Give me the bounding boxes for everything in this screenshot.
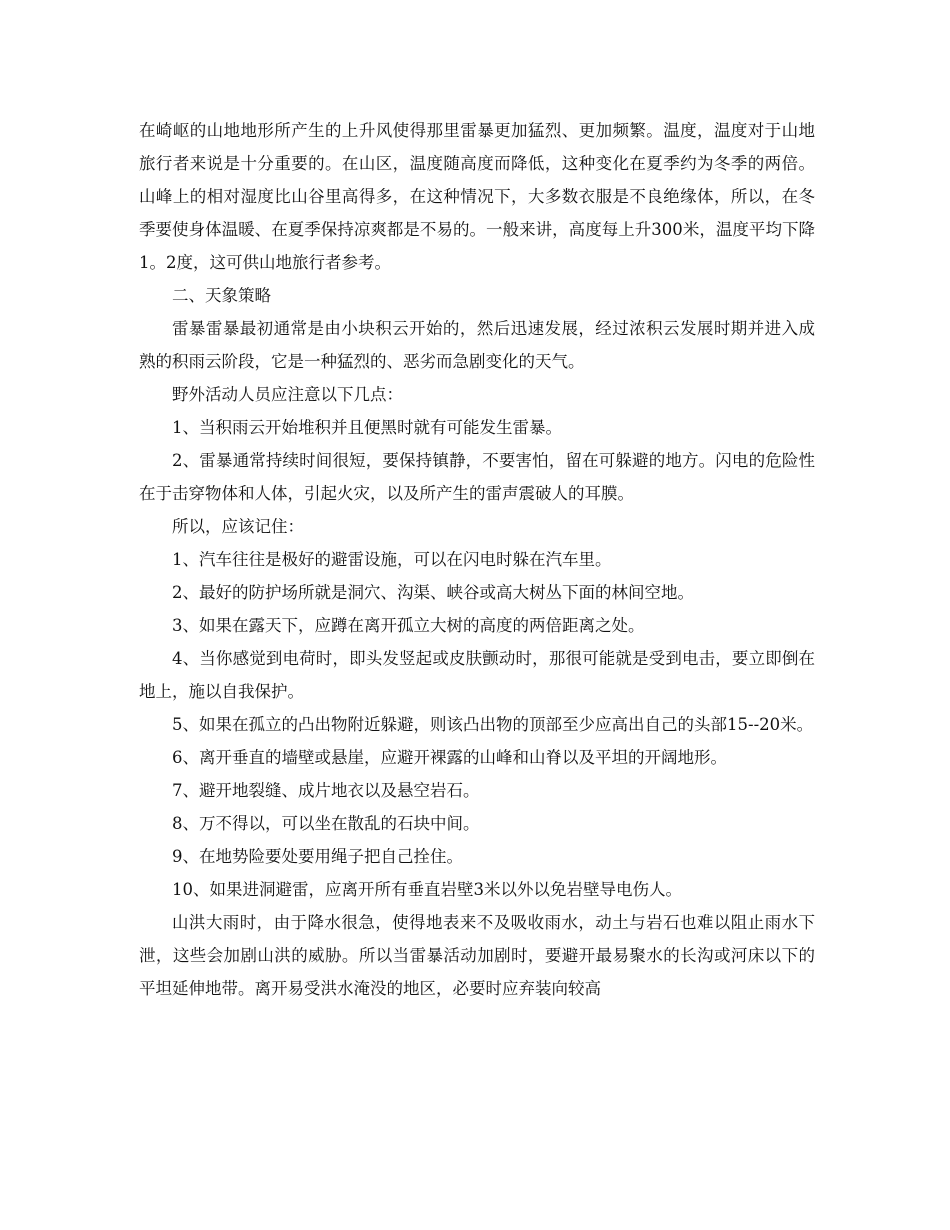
list-item: 9、在地势险要处要用绳子把自己拴住。 <box>172 847 463 866</box>
paragraph-flash-flood: 山洪大雨时，由于降水很急，使得地表来不及吸收雨水，动土与岩石也难以阻止雨水下泄，这些会加剧山洪的威胁。所以当雷暴活动加剧时，要避开最易聚水的长沟或河床以下的平坦延伸地带。离开易受洪水淹没的地区，必要时应弃装向较高 <box>139 913 815 998</box>
paragraph-remember: 所以，应该记住： <box>172 517 304 536</box>
document-body <box>139 114 815 1005</box>
list-item: 6、离开垂直的墙壁或悬崖，应避开裸露的山峰和山脊以及平坦的开阔地形。 <box>172 748 727 767</box>
list-item: 1、当积雨云开始堆积并且便黑时就有可能发生雷暴。 <box>172 418 562 437</box>
list-item: 2、雷暴通常持续时间很短，要保持镇静，不要害怕，留在可躲避的地方。闪电的危险性在于击穿物体和人体，引起火灾，以及所产生的雷声震破人的耳膜。 <box>139 451 815 503</box>
list-item: 7、避开地裂缝、成片地衣以及悬空岩石。 <box>172 781 480 800</box>
paragraph-thunderstorm: 雷暴雷暴最初通常是由小块积云开始的，然后迅速发展，经过浓积云发展时期并进入成熟的积雨云阶段，它是一种猛烈的、恶劣而急剧变化的天气。 <box>139 319 815 371</box>
list-item: 2、最好的防护场所就是洞穴、沟渠、峡谷或高大树丛下面的林间空地。 <box>172 583 694 602</box>
list-item: 1、汽车往往是极好的避雷设施，可以在闪电时躲在汽车里。 <box>172 550 612 569</box>
list-item: 10、如果进洞避雷，应离开所有垂直岩壁3米以外以免岩壁导电伤人。 <box>172 880 682 899</box>
paragraph-intro: 在崎岖的山地地形所产生的上升风使得那里雷暴更加猛烈、更加频繁。温度，温度对于山地旅行者来说是十分重要的。在山区，温度随高度而降低，这种变化在夏季约为冬季的两倍。山峰上的相对湿度比山谷里高得多，在这种情况下，大多数衣服是不良绝缘体，所以，在冬季要使身体温暖、在夏季保持凉爽都是不易的。一般来讲，高度每上升300米，温度平均下降1。2度，这可供山地旅行者参考。 <box>139 121 815 272</box>
list-item: 4、当你感觉到电荷时，即头发竖起或皮肤颤动时，那很可能就是受到电击，要立即倒在地上，施以自我保护。 <box>139 649 815 701</box>
paragraph-notice: 野外活动人员应注意以下几点： <box>172 385 403 404</box>
list-item: 5、如果在孤立的凸出物附近躲避，则该凸出物的顶部至少应高出自己的头部15--20米。 <box>172 715 814 734</box>
list-item: 8、万不得以，可以坐在散乱的石块中间。 <box>172 814 480 833</box>
section-heading-weather-strategy: 二、天象策略 <box>172 286 271 305</box>
list-item: 3、如果在露天下，应蹲在离开孤立大树的高度的两倍距离之处。 <box>172 616 645 635</box>
